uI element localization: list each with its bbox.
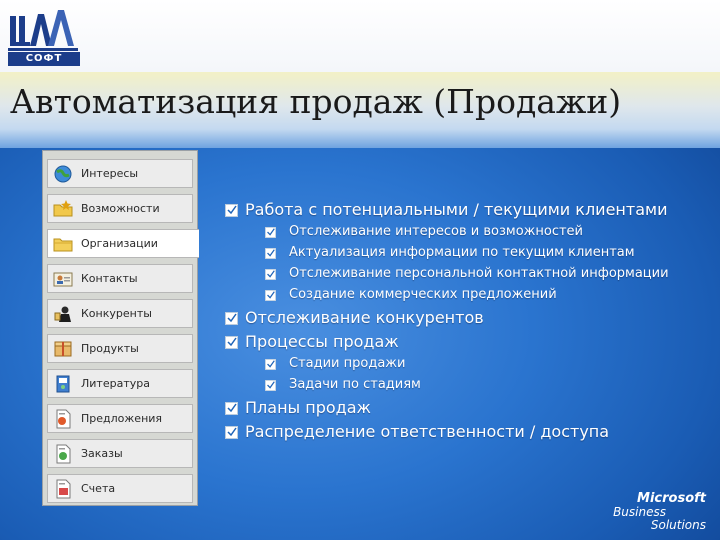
bullet-item — [225, 332, 399, 351]
brand-line-2: Business — [613, 505, 666, 519]
bullet-text: Работа с потенциальными / текущими клиентами — [245, 200, 668, 219]
nav-item-label: Интересы — [81, 167, 139, 180]
nav-item-invoices[interactable] — [47, 474, 193, 503]
bullet-text: Распределение ответственности / доступа — [245, 422, 610, 441]
bullet-icon — [225, 204, 238, 217]
sub-bullet-icon — [265, 227, 276, 238]
sub-bullet-item — [265, 266, 669, 281]
box-icon — [53, 339, 73, 359]
sub-bullet-text: Отслеживание персональной контактной информации — [289, 266, 669, 281]
header-band — [0, 0, 720, 72]
order-icon — [53, 444, 73, 464]
sub-bullet-text: Задачи по стадиям — [289, 377, 421, 392]
nav-item-interests[interactable] — [47, 159, 193, 188]
nav-item-opportunities[interactable] — [47, 194, 193, 223]
sub-bullet-icon — [265, 290, 276, 301]
nav-item-label: Предложения — [81, 412, 163, 425]
bullet-icon — [225, 312, 238, 325]
nav-item-label: Возможности — [81, 202, 160, 215]
logo-wordmark: СОФТ — [8, 52, 80, 66]
competitor-icon — [53, 304, 73, 324]
book-icon — [53, 374, 73, 394]
document-icon — [53, 409, 73, 429]
sub-bullet-text: Актуализация информации по текущим клиентам — [289, 245, 635, 260]
sub-bullet-text: Создание коммерческих предложений — [289, 287, 557, 302]
sub-bullet-icon — [265, 269, 276, 280]
bullet-item — [225, 200, 667, 219]
sub-bullet-icon — [265, 380, 276, 391]
sub-bullet-icon — [265, 248, 276, 259]
sub-bullet-item — [265, 224, 583, 239]
nav-item-label: Счета — [81, 482, 116, 495]
nav-item-label: Организации — [81, 237, 158, 250]
bullet-item — [225, 422, 609, 441]
nav-item-organizations[interactable] — [47, 229, 199, 258]
bullet-text: Планы продаж — [245, 398, 371, 417]
nav-item-products[interactable] — [47, 334, 193, 363]
contact-card-icon — [53, 269, 73, 289]
globe-icon — [53, 164, 73, 184]
nav-item-proposals[interactable] — [47, 404, 193, 433]
nav-item-contacts[interactable] — [47, 264, 193, 293]
nav-item-label: Продукты — [81, 342, 139, 355]
folder-icon — [53, 234, 73, 254]
nav-item-label: Заказы — [81, 447, 123, 460]
company-logo — [8, 6, 80, 66]
bullet-text: Процессы продаж — [245, 332, 399, 351]
bullet-icon — [225, 336, 238, 349]
bullet-item — [225, 308, 484, 327]
sub-bullet-text: Отслеживание интересов и возможностей — [289, 224, 583, 239]
brand-line-1: Microsoft — [637, 491, 706, 506]
sub-bullet-text: Стадии продажи — [289, 356, 406, 371]
sub-bullet-item — [265, 287, 557, 302]
bullet-icon — [225, 402, 238, 415]
brand-line-3: Solutions — [650, 518, 706, 532]
microsoft-business-solutions-logo — [596, 492, 706, 534]
nav-item-label: Контакты — [81, 272, 138, 285]
navigation-panel — [42, 150, 198, 506]
invoice-icon — [53, 479, 73, 499]
nav-item-label: Конкуренты — [81, 307, 152, 320]
bullet-item — [225, 398, 371, 417]
nav-item-label: Литература — [81, 377, 150, 390]
bullet-icon — [225, 426, 238, 439]
sub-bullet-item — [265, 245, 635, 260]
sub-bullet-item — [265, 377, 421, 392]
folder-star-icon — [53, 199, 73, 219]
nav-item-orders[interactable] — [47, 439, 193, 468]
nav-item-literature[interactable] — [47, 369, 193, 398]
page-title: Автоматизация продаж (Продажи) — [10, 82, 622, 121]
bullet-text: Отслеживание конкурентов — [245, 308, 484, 327]
sub-bullet-icon — [265, 359, 276, 370]
sub-bullet-item — [265, 356, 405, 371]
nav-item-competitors[interactable] — [47, 299, 193, 328]
